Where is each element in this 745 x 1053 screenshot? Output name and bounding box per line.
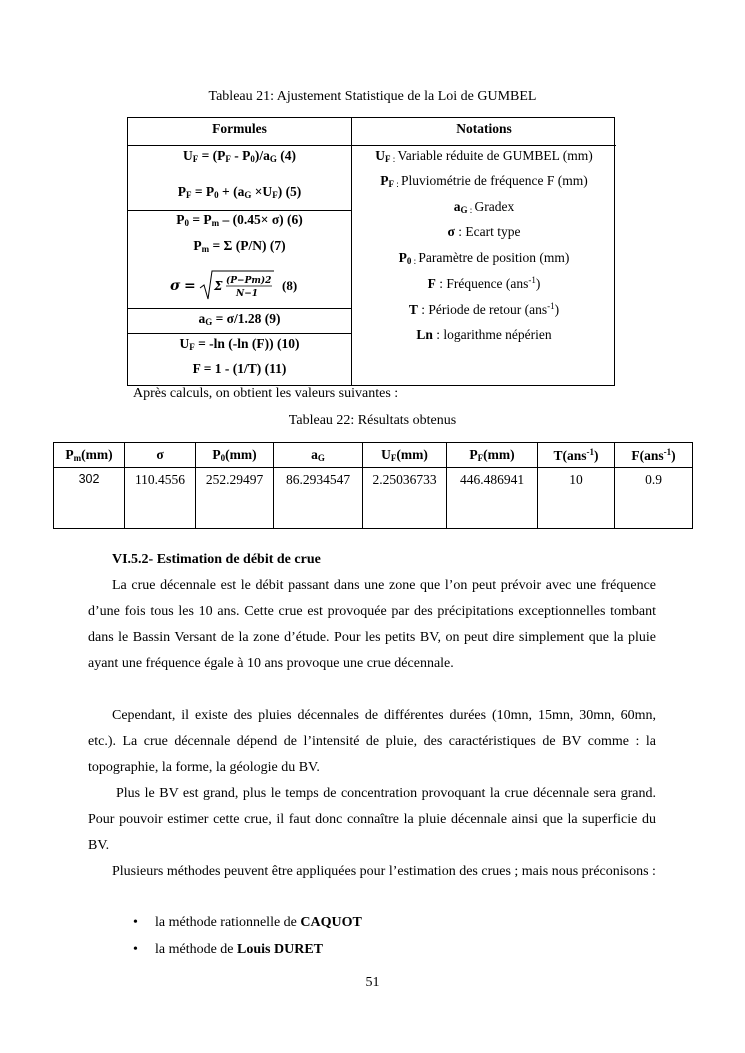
notation-pf: $P_F$ $_:$ Pluviométrie de fréquence F (mm) [380, 173, 588, 189]
table21 [127, 117, 615, 386]
intro-line: Après calculs, on obtient les valeurs suivantes : [133, 386, 399, 401]
bullet-icon: • [133, 915, 138, 930]
col-pf: $P_F(mm)$ [447, 443, 538, 468]
header-formules: Formules [212, 121, 267, 136]
formula-uf: $U_F = (P_F - P_0)/a_G$ (4) [182, 148, 297, 164]
formula-sigma [128, 268, 351, 302]
table22-header-row [54, 443, 693, 468]
cell-sigma: 110.4556 [125, 468, 196, 529]
notation-sigma: σ : Ecart type [447, 224, 521, 239]
col-sigma: σ [125, 443, 196, 468]
notation-t: T : Période de retour (ans$^{-1}$) [408, 301, 560, 317]
svg-text:=: = [183, 278, 196, 294]
paragraph-2: Cependant, il existe des pluies décennales de différentes durées (10mn, 15mn, 30mn, 60mn, etc.). La crue décennale dépend de l’intensité de pluie, des caractéristiques de BV comme : la topographie, la forme, la géologie du BV. [88, 708, 656, 775]
col-p0: $P_0(mm)$ [196, 443, 274, 468]
cell-ag: 86.2934547 [274, 468, 363, 529]
paragraph-4: Plusieurs méthodes peuvent être appliquées pour l’estimation des crues ; mais nous préconisons : [112, 864, 656, 879]
svg-text:(P−Pm)2: (P−Pm)2 [225, 276, 271, 286]
cell-t: 10 [538, 468, 615, 529]
formula-8-label: (8) [281, 278, 297, 293]
paragraph-3: Plus le BV est grand, plus le temps de concentration provoquant la crue décennale sera grand. Pour pouvoir estimer cette crue, il faut donc connaître la pluie décennale ainsi que la superficie du BV. [88, 786, 656, 853]
table22-caption: Tableau 22: Résultats obtenus [288, 413, 457, 428]
table22 [53, 442, 693, 529]
notation-ag: $a_G$ $_:$ Gradex [453, 199, 515, 215]
formula-pf: $P_F = P_0 + (a_G \times U_F)$ (5) [177, 184, 302, 200]
col-ag: $a_G$ [274, 443, 363, 468]
notation-p0: $P_0$ $_:$ Paramètre de position (mm) [398, 250, 570, 266]
cell-pm: 302 [54, 468, 125, 529]
notation-ln: Ln : logarithme népérien [416, 327, 552, 342]
bullet-caquot: • la méthode rationnelle de CAQUOT [133, 915, 362, 930]
formula-uf-ln: $U_F = -\ln$ (-ln (F)) (10) [179, 336, 300, 352]
col-pm: $P_m(mm)$ [54, 443, 125, 468]
formula-f: F = 1 - (1/T) (11) [192, 361, 287, 376]
formula-pm: $P_m = \Sigma$ (P/N) (7) [193, 238, 286, 254]
svg-text:N−1: N−1 [235, 289, 258, 299]
formula-p0: $P_0 = P_m - (0.45\times \sigma)$ (6) [176, 212, 303, 228]
cell-uf: 2.25036733 [363, 468, 447, 529]
notation-f: F : Fréquence (ans$^{-1}$) [427, 275, 541, 291]
col-t: T(ans$^{-1}$) [538, 443, 615, 468]
notation-uf: $U_F$ $_:$ Variable réduite de GUMBEL (mm) [375, 148, 593, 164]
svg-text:σ: σ [169, 278, 180, 294]
cell-p0: 252.29497 [196, 468, 274, 529]
formula-ag: $a_G = \sigma/1.28$ (9) [198, 311, 281, 327]
svg-text:Σ: Σ [213, 279, 222, 293]
col-f: F(ans$^{-1}$) [615, 443, 693, 468]
page-number: 51 [365, 975, 380, 990]
section-title: VI.5.2- Estimation de débit de crue [112, 552, 321, 567]
table21-caption: Tableau 21: Ajustement Statistique de la Loi de GUMBEL [208, 89, 537, 104]
sigma-formula-graphic [170, 268, 310, 302]
bullet-duret: • la méthode de Louis DURET [133, 942, 323, 957]
cell-f: 0.9 [615, 468, 693, 529]
table-row [54, 468, 693, 529]
header-notations: Notations [456, 121, 512, 136]
cell-pf: 446.486941 [447, 468, 538, 529]
paragraph-1: La crue décennale est le débit passant dans une zone que l’on peut prévoir avec une fréquence d’une fois tous les 10 ans. Cette crue est provoquée par des précipitations exceptionnelles tombant dans le Bassin Versant de la zone d’étude. Pour les petits BV, on peut dire simplement que la pluie ayant une fréquence égale à 10 ans provoque une crue décennale. [88, 578, 656, 671]
col-uf: $U_F(mm)$ [363, 443, 447, 468]
bullet-icon: • [133, 942, 138, 957]
